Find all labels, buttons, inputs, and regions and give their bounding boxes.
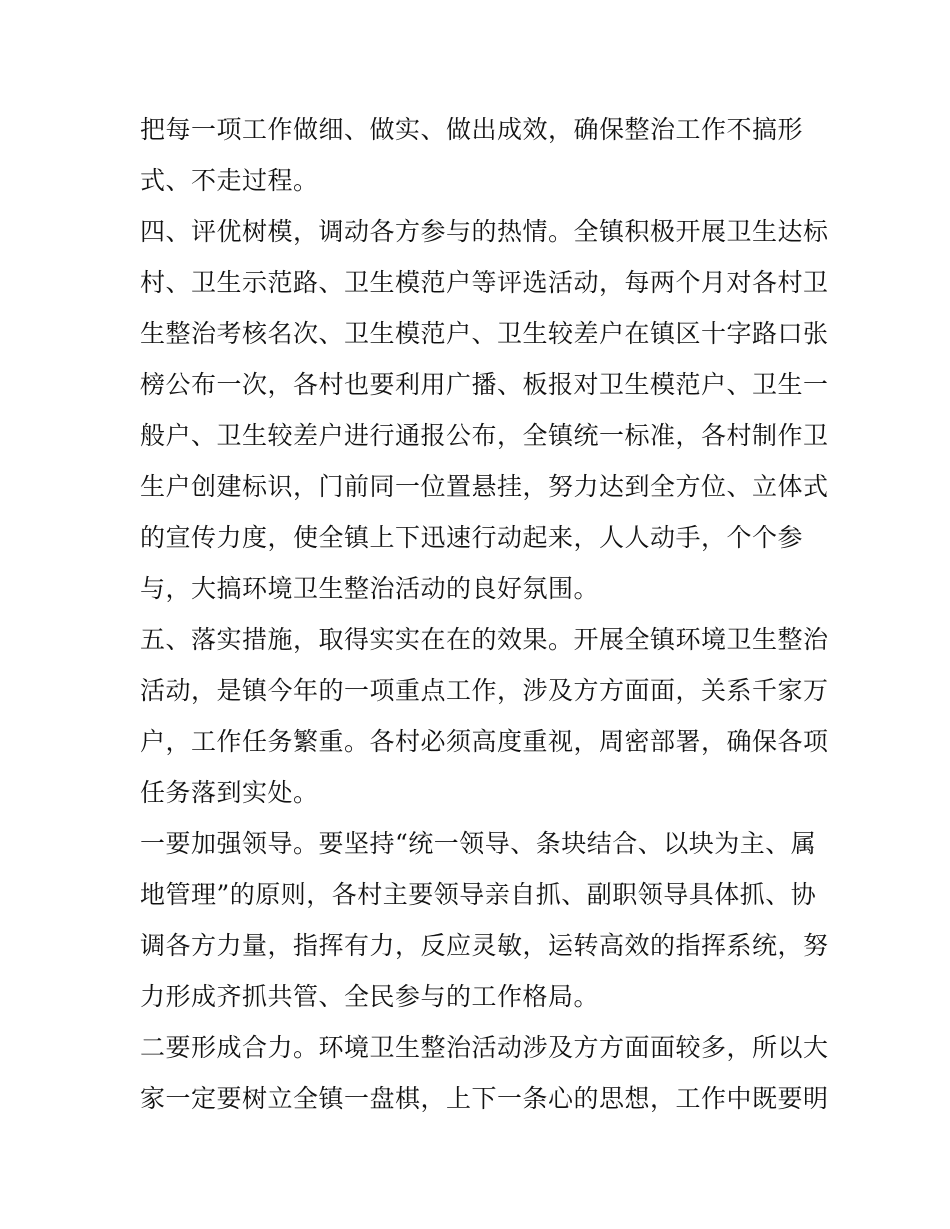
text-line: 力形成齐抓共管、全民参与的工作格局。 (140, 982, 600, 1011)
text-line: 般户、卫生较差户进行通报公布，全镇统一标准，各村制作卫 (140, 421, 829, 450)
text-line: 四、评优树模，调动各方参与的热情。全镇积极开展卫生达标 (140, 217, 829, 246)
text-line: 五、落实措施，取得实实在在的效果。开展全镇环境卫生整治 (140, 625, 829, 654)
text-line: 调各方力量，指挥有力，反应灵敏，运转高效的指挥系统，努 (140, 931, 829, 960)
text-line: 式、不走过程。 (140, 166, 319, 195)
document-body (140, 104, 829, 1124)
text-line: 地管理”的原则，各村主要领导亲自抓、副职领导具体抓、协 (140, 880, 817, 909)
text-line: 家一定要树立全镇一盘棋，上下一条心的思想，工作中既要明 (140, 1084, 829, 1113)
text-line: 把每一项工作做细、做实、做出成效，确保整治工作不搞形 (140, 115, 804, 144)
text-line: 一要加强领导。要坚持“统一领导、条块结合、以块为主、属 (140, 829, 817, 858)
text-line: 与，大搞环境卫生整治活动的良好氛围。 (140, 574, 600, 603)
text-line: 生户创建标识，门前同一位置悬挂，努力达到全方位、立体式 (140, 472, 829, 501)
text-line: 生整治考核名次、卫生模范户、卫生较差户在镇区十字路口张 (140, 319, 829, 348)
text-line: 户，工作任务繁重。各村必须高度重视，周密部署，确保各项 (140, 727, 829, 756)
text-line: 二要形成合力。环境卫生整治活动涉及方方面面较多，所以大 (140, 1033, 829, 1062)
text-line: 的宣传力度，使全镇上下迅速行动起来，人人动手，个个参 (140, 523, 804, 552)
text-line: 村、卫生示范路、卫生模范户等评选活动，每两个月对各村卫 (140, 268, 829, 297)
text-line: 任务落到实处。 (140, 778, 319, 807)
text-line: 榜公布一次，各村也要利用广播、板报对卫生模范户、卫生一 (140, 370, 829, 399)
text-line: 活动，是镇今年的一项重点工作，涉及方方面面，关系千家万 (140, 676, 829, 705)
